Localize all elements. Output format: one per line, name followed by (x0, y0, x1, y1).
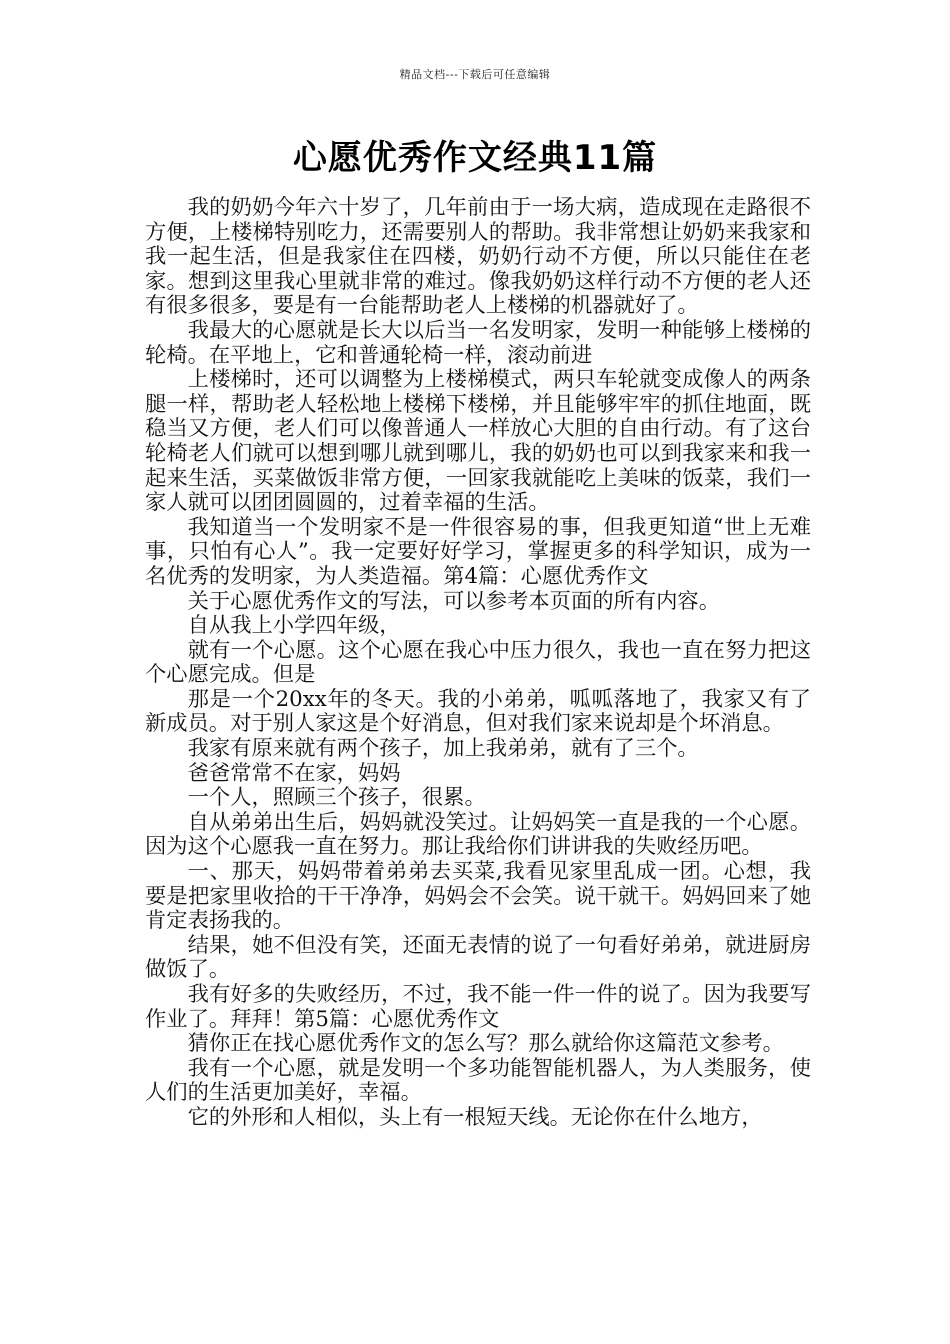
paragraph: 一、那天，妈妈带着弟弟去买菜,我看见家里乱成一团。心想，我要是把家里收拾的干干净净，妈妈会不会笑。说干就干。妈妈回来了她肯定表扬我的。 (145, 859, 811, 934)
paragraph: 我有一个心愿，就是发明一个多功能智能机器人，为人类服务，使人们的生活更加美好，幸福。 (145, 1055, 811, 1106)
paragraph: 那是一个20xx年的冬天。我的小弟弟，呱呱落地了，我家又有了新成员。对于别人家这是个好消息，但对我们家来说却是个坏消息。 (145, 686, 811, 737)
header-note: 精品文档---下载后可任意编辑 (399, 68, 551, 81)
paragraph: 我家有原来就有两个孩子，加上我弟弟，就有了三个。 (187, 736, 699, 762)
paragraph: 关于心愿优秀作文的写法，可以参考本页面的所有内容。 (187, 588, 721, 614)
paragraph: 我的奶奶今年六十岁了，几年前由于一场大病，造成现在走路很不方便，上楼梯特别吃力，还需要别人的帮助。我非常想让奶奶来我家和我一起生活，但是我家住在四楼，奶奶行动不方便，所以只能住在老家。想到这里我心里就非常的难过。像我奶奶这样行动不方便的老人还有很多很多，要是有一台能帮助老人上楼梯的机器就好了。 (145, 195, 811, 319)
paragraph: 自从弟弟出生后，妈妈就没笑过。让妈妈笑一直是我的一个心愿。因为这个心愿我一直在努力。那让我给你们讲讲我的失败经历吧。 (145, 809, 811, 860)
paragraph: 结果，她不但没有笑，还面无表情的说了一句看好弟弟，就进厨房做饭了。 (145, 932, 811, 983)
paragraph: 一个人，照顾三个孩子，很累。 (187, 785, 486, 811)
paragraph: 爸爸常常不在家，妈妈 (187, 760, 401, 786)
document-body (145, 196, 811, 1131)
document-title: 心愿优秀作文经典11篇 (292, 138, 658, 178)
paragraph: 我有好多的失败经历，不过，我不能一件一件的说了。因为我要写作业了。拜拜！第5篇：心愿优秀作文 (145, 982, 811, 1032)
paragraph: 就有一个心愿。这个心愿在我心中压力很久，我也一直在努力把这个心愿完成。但是 (145, 637, 811, 688)
paragraph: 我知道当一个发明家不是一件很容易的事，但我更知道“世上无难事，只怕有心人”。我一定要好好学习，掌握更多的科学知识，成为一名优秀的发明家，为人类造福。第4篇：心愿优秀作文 (145, 514, 811, 589)
paragraph: 猜你正在找心愿优秀作文的怎么写？那么就给你这篇范文参考。 (187, 1031, 784, 1057)
paragraph: 它的外形和人相似，头上有一根短天线。无论你在什么地方， (187, 1104, 763, 1130)
paragraph: 我最大的心愿就是长大以后当一名发明家，发明一种能够上楼梯的轮椅。在平地上，它和普通轮椅一样，滚动前进 (145, 317, 811, 368)
paragraph: 自从我上小学四年级， (187, 613, 401, 639)
paragraph: 上楼梯时，还可以调整为上楼梯模式，两只车轮就变成像人的两条腿一样，帮助老人轻松地上楼梯下楼梯，并且能够牢牢的抓住地面，既稳当又方便，老人们可以像普通人一样放心大胆的自由行动。有了这台轮椅老人们就可以想到哪儿就到哪儿，我的奶奶也可以到我家来和我一起来生活，买菜做饭非常方便，一回家我就能吃上美味的饭菜，我们一家人就可以团团圆圆的，过着幸福的生活。 (145, 367, 811, 516)
